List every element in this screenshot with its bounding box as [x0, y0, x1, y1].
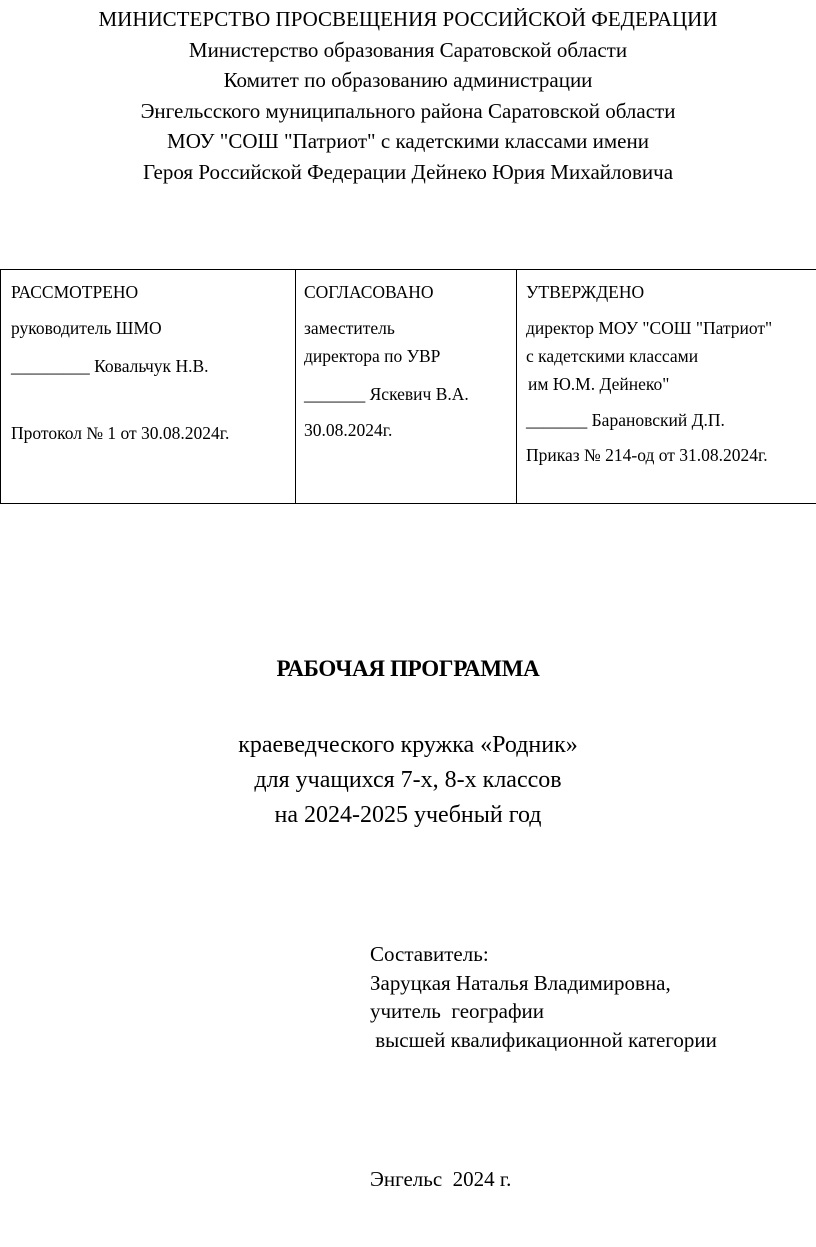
approved-heading: УТВЕРЖДЕНО	[526, 282, 645, 302]
header-line: Энгельсского муниципального района Саратовской области	[140, 98, 676, 123]
subtitle-line: на 2024-2025 учебный год	[274, 802, 542, 828]
compiler-block	[370, 940, 717, 1054]
ministry-header	[0, 4, 816, 187]
subtitle-line: краеведческого кружка «Родник»	[238, 732, 578, 758]
compiler-label: Составитель:	[370, 942, 489, 966]
compiler-category: высшей квалификационной категории	[370, 1027, 717, 1052]
considered-protocol: Протокол № 1 от 30.08.2024г.	[11, 423, 230, 443]
considered-column	[0, 270, 296, 503]
agreed-date: 30.08.2024г.	[304, 420, 393, 440]
header-line: Героя Российской Федерации Дейнеко Юрия Михайловича	[142, 159, 674, 184]
compiler-name: Заруцкая Наталья Владимировна,	[370, 970, 671, 995]
considered-position: руководитель ШМО	[11, 318, 162, 338]
approval-table	[0, 269, 816, 504]
city-year: Энгельс 2024 г.	[370, 1167, 512, 1191]
header-line: МОУ "СОШ "Патриот" с кадетскими классами имени	[167, 129, 649, 153]
compiler-role: учитель географии	[370, 999, 545, 1023]
approved-column	[517, 270, 816, 503]
agreed-column	[295, 270, 517, 503]
header-line: МИНИСТЕРСТВО ПРОСВЕЩЕНИЯ РОССИЙСКОЙ ФЕДЕРАЦИИ	[98, 7, 718, 31]
agreed-signature: _______ Яскевич В.А.	[304, 384, 469, 404]
considered-signature: _________ Ковальчук Н.В.	[11, 356, 209, 376]
agreed-position: заместитель	[304, 318, 395, 338]
approved-signature: _______ Барановский Д.П.	[526, 410, 725, 430]
document-subtitle	[0, 728, 816, 833]
approved-position: им Ю.М. Дейнеко"	[528, 374, 670, 394]
document-title: РАБОЧАЯ ПРОГРАММА	[276, 656, 540, 681]
approved-position: директор МОУ "СОШ "Патриот"	[526, 318, 773, 338]
header-line: Министерство образования Саратовской области	[188, 37, 628, 62]
subtitle-line: для учащихся 7-х, 8-х классов	[254, 767, 562, 793]
considered-heading: РАССМОТРЕНО	[11, 282, 139, 302]
approved-order: Приказ № 214-од от 31.08.2024г.	[526, 445, 768, 465]
approved-position: с кадетскими классами	[526, 346, 699, 366]
agreed-position: директора по УВР	[304, 346, 441, 366]
agreed-heading: СОГЛАСОВАНО	[304, 282, 434, 302]
header-line: Комитет по образованию администрации	[223, 68, 593, 92]
